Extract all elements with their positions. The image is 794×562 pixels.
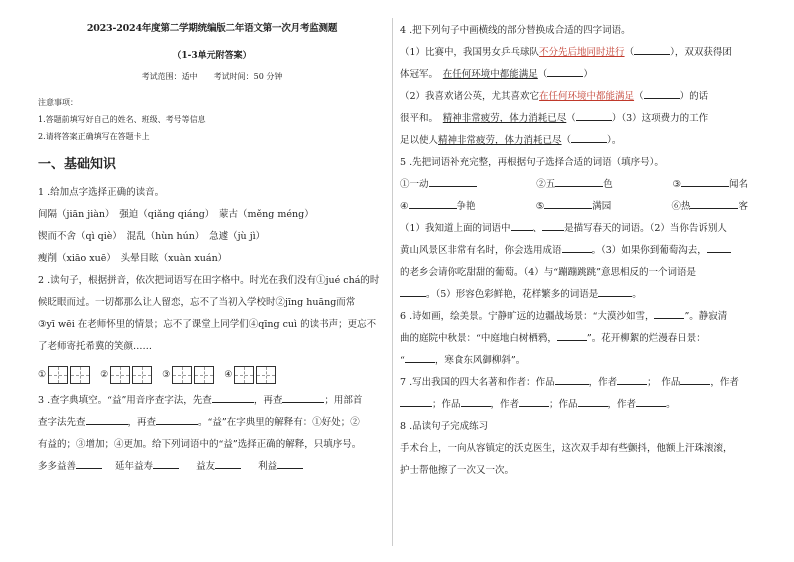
q4-underlined: 精神非常疲劳，体力消耗已尽: [442, 113, 567, 124]
tian-box: [234, 366, 254, 384]
answer-blank[interactable]: [429, 176, 477, 187]
answer-blank[interactable]: [156, 414, 198, 425]
question-4-1: （1）比赛中，我国男女乒乓球队不分先后地同时进行（ ），双双获得团: [400, 42, 748, 64]
q4-text: 。: [611, 135, 622, 146]
q5-item: 争艳: [456, 201, 476, 212]
answer-blank[interactable]: [681, 176, 729, 187]
question-4-2: （2）我喜欢诸公英，尤其喜欢它在任何环境中都能满足（ ）的话: [400, 86, 748, 108]
q5-item: ①一动: [400, 179, 429, 190]
answer-grid-4[interactable]: [224, 366, 276, 384]
q7-text: ，作者: [490, 399, 520, 410]
answer-blank[interactable]: [215, 458, 241, 469]
right-column: [400, 20, 748, 482]
q3-text: 查字法先查: [38, 417, 86, 428]
q4-text: 的话: [689, 91, 709, 102]
answer-blank[interactable]: [409, 198, 457, 209]
q6-text: ”。花开柳絮的烂漫春日景：: [586, 333, 706, 344]
answer-blank[interactable]: [571, 132, 607, 143]
exam-subtitle: （1-3单元附答案）: [172, 51, 252, 61]
question-1: 1 .给加点字选择正确的读音。: [38, 187, 165, 198]
question-3-line-4: [38, 456, 386, 478]
question-8: 8 .品读句子完成练习: [400, 421, 489, 432]
answer-blank[interactable]: [617, 374, 647, 385]
answer-blank[interactable]: [405, 352, 435, 363]
question-5-row-1: [400, 174, 748, 196]
q3-text: ；用部首: [324, 395, 363, 406]
answer-blank[interactable]: [86, 414, 128, 425]
q4-text: （3）这项费力的工作: [621, 113, 709, 124]
q7-text: 7 .写出我国的四大名著和作者：作品: [400, 377, 555, 388]
question-7-line-2: [400, 394, 748, 416]
answer-blank[interactable]: [555, 176, 603, 187]
q6-text: ”。静寂清: [684, 311, 728, 322]
answer-blank[interactable]: [547, 66, 583, 77]
answer-blank[interactable]: [400, 286, 426, 297]
q5-item: ⑥热: [671, 201, 691, 212]
tian-box: [172, 366, 192, 384]
question-4-3: 足以使人精神非常疲劳，体力消耗已尽（ ）。: [400, 130, 748, 152]
q6-text: 曲的庭院中秋景：“中庭地白树栖鸦，: [400, 333, 557, 344]
q7-text: ，作者: [710, 377, 739, 388]
q5-item: 闻名: [728, 179, 748, 190]
question-2-line-4: 了老师寄托希冀的笑颜……: [38, 341, 153, 352]
question-3-line-1: [38, 390, 386, 412]
grid-label: ②: [100, 370, 109, 380]
q4-underlined: 不分先后地同时进行: [539, 47, 625, 58]
q4-text: （2）我喜欢诸公英，尤其喜欢它: [400, 91, 540, 102]
q4-underlined: 精神非常疲劳，体力消耗已尽: [438, 135, 562, 146]
question-6-line-2: [400, 328, 748, 350]
q4-text: 体冠军。: [400, 69, 434, 80]
q3-text: ，再查: [127, 417, 157, 428]
q3-word: 多多益善: [38, 461, 77, 472]
q7-text: ，作者: [588, 377, 618, 388]
question-4-2-cont: 很平和。 精神非常疲劳，体力消耗已尽（ ）（3）这项费力的工作: [400, 108, 748, 130]
answer-blank[interactable]: [76, 458, 102, 469]
tian-box: [48, 366, 68, 384]
question-6-line-3: [400, 350, 748, 372]
q5-item: ③: [672, 179, 681, 190]
answer-blank[interactable]: [153, 458, 179, 469]
q5-item: ②五: [536, 179, 556, 190]
question-2-line-2: 候眨眼而过。一切都那么让人留恋，忘不了当初入学校时②jīng huāng而常: [38, 297, 356, 308]
question-8-passage-1: 手术台上，一向从容镇定的沃克医生，这次双手却有些颤抖，他额上汗珠滚滚，: [400, 443, 733, 454]
question-2-line-3: ③yī wēi 在老师怀里的情景；忘不了课堂上同学们④qīng cuì 的读书声；更忘不: [38, 319, 377, 330]
q7-text: ；作品: [432, 399, 461, 410]
answer-blank[interactable]: [542, 220, 564, 231]
grid-label: ③: [162, 370, 171, 380]
exam-meta: 考试范围：适中 考试时间：50 分钟: [141, 72, 283, 81]
question-1-line-1: 间隔（jiān jiàn） 强迫（qiǎng qiáng） 蒙古（měng méng）: [38, 209, 314, 220]
answer-blank[interactable]: [598, 286, 632, 297]
answer-grid-2[interactable]: [100, 366, 152, 384]
q4-text: ，双双获得团: [674, 47, 732, 58]
q7-text: ； 作品: [647, 377, 681, 388]
q4-text: 很平和。: [400, 113, 434, 124]
q5-text: 。（3）如果你到葡萄沟去，: [591, 245, 707, 256]
answer-blank[interactable]: [519, 396, 549, 407]
q5-text: 是描写春天的词语。（2）当你告诉别人: [564, 223, 727, 234]
q7-text: ；作品: [549, 399, 578, 410]
question-5-text-4: [400, 284, 748, 306]
question-4: 4 .把下列句子中画横线的部分替换成合适的四字词语。: [400, 25, 631, 36]
answer-blank[interactable]: [644, 88, 680, 99]
question-4-1-cont: 体冠军。 在任何环境中都能满足（ ）: [400, 64, 748, 86]
section-basic-knowledge: 一、基础知识: [38, 157, 117, 172]
answer-blank[interactable]: [634, 44, 670, 55]
q3-word: 延年益寿: [115, 461, 154, 472]
question-1-line-3: 瘦削（xiāo xuē） 头晕目眩（xuàn xuán）: [38, 253, 228, 264]
q5-text: 。: [632, 289, 642, 300]
answer-blank[interactable]: [277, 458, 303, 469]
q5-item: 色: [603, 179, 613, 190]
answer-grid-3[interactable]: [162, 366, 214, 384]
q5-item: 客: [738, 201, 748, 212]
answer-blank[interactable]: [562, 242, 592, 253]
q3-text: 3 .查字典填空。“益”用音序查字法，先查: [38, 395, 212, 406]
tian-box: [194, 366, 214, 384]
q4-text: （1）比赛中，我国男女乒乓球队: [400, 47, 540, 58]
answer-blank[interactable]: [212, 392, 254, 403]
question-8-passage-2: 护士帮他擦了一次又一次。: [400, 465, 515, 476]
tian-box: [70, 366, 90, 384]
grid-label: ①: [38, 370, 47, 380]
question-5-text-2: [400, 240, 748, 262]
q5-item: ⑤: [535, 201, 545, 212]
q4-underlined: 在任何环境中都能满足: [539, 91, 635, 102]
question-3-line-3: 有益的；③增加；④更加。给下列词语中的“益”选择正确的解释，只填序号。: [38, 439, 362, 450]
answer-blank[interactable]: [400, 396, 432, 407]
q7-text: 。: [666, 399, 676, 410]
q3-text: ，再查: [253, 395, 283, 406]
answer-blank[interactable]: [544, 198, 592, 209]
q7-text: ，作者: [607, 399, 637, 410]
question-7-line-1: [400, 372, 748, 394]
answer-blank[interactable]: [636, 396, 666, 407]
question-5: 5 .先把词语补充完整，再根据句子选择合适的词语（填序号）。: [400, 157, 664, 168]
q5-item: 满园: [592, 201, 612, 212]
q3-text: 。“益”在字典里的解释有：①好处；②: [198, 417, 360, 428]
answer-blank[interactable]: [555, 374, 589, 385]
tian-box: [256, 366, 276, 384]
q4-underlined: 在任何环境中都能满足: [442, 69, 538, 80]
answer-grid-row: [38, 366, 386, 384]
left-column: [38, 20, 386, 478]
q6-text: “: [400, 355, 405, 366]
column-divider: [392, 18, 393, 546]
q6-text: 6 .诗如画，绘美景。宁静旷远的边疆战场景：“大漠沙如雪，: [400, 311, 655, 322]
answer-blank[interactable]: [680, 374, 710, 385]
answer-blank[interactable]: [576, 110, 612, 121]
note-2: 2.请将答案正确填写在答题卡上: [38, 132, 150, 141]
question-5-text-3: 的老乡会请你吃甜甜的葡萄。（4）与“蹦蹦跳跳”意思相反的一个词语是: [400, 267, 697, 278]
q4-text: 足以使人: [400, 135, 439, 146]
question-6-line-1: [400, 306, 748, 328]
tian-box: [110, 366, 130, 384]
question-2-line-1: 2 .读句子，根据拼音，依次把词语写在田字格中。时光在我们没有①jué chá的时: [38, 275, 380, 286]
question-3-line-2: [38, 412, 386, 434]
tian-box: [132, 366, 152, 384]
answer-blank[interactable]: [282, 392, 324, 403]
grid-label: ④: [224, 370, 233, 380]
q6-text: ，寒食东风御柳斜”。: [434, 355, 526, 366]
answer-blank[interactable]: [654, 308, 684, 319]
q3-word: 益友: [196, 461, 216, 472]
question-5-text-1: （1）我知道上面的词语中 、 是描写春天的词语。（2）当你告诉别人: [400, 218, 748, 240]
note-1: 1.答题前填写好自己的姓名、班级、考号等信息: [38, 115, 206, 124]
q3-word: 利益: [258, 461, 278, 472]
q5-text: 黄山风景区非常有名时，你会选用成语: [400, 245, 562, 256]
answer-blank[interactable]: [557, 330, 587, 341]
q5-item: ④: [400, 201, 409, 212]
answer-blank[interactable]: [511, 220, 533, 231]
answer-blank[interactable]: [461, 396, 491, 407]
q5-text: 。（5）形容色彩鲜艳，花样繁多的词语是: [426, 289, 599, 300]
q5-text: （1）我知道上面的词语中: [400, 223, 511, 234]
answer-grid-1[interactable]: [38, 366, 90, 384]
answer-blank[interactable]: [707, 242, 731, 253]
answer-blank[interactable]: [578, 396, 608, 407]
notes-title: 注意事项：: [38, 98, 78, 107]
question-1-line-2: 锲而不舍（qì qiè） 混乱（hùn hún） 急遽（jù jì）: [38, 231, 266, 242]
question-5-row-2: [400, 196, 748, 218]
answer-blank[interactable]: [690, 198, 738, 209]
exam-title: 2023-2024年度第二学期统编版二年语文第一次月考监测题: [86, 23, 338, 34]
